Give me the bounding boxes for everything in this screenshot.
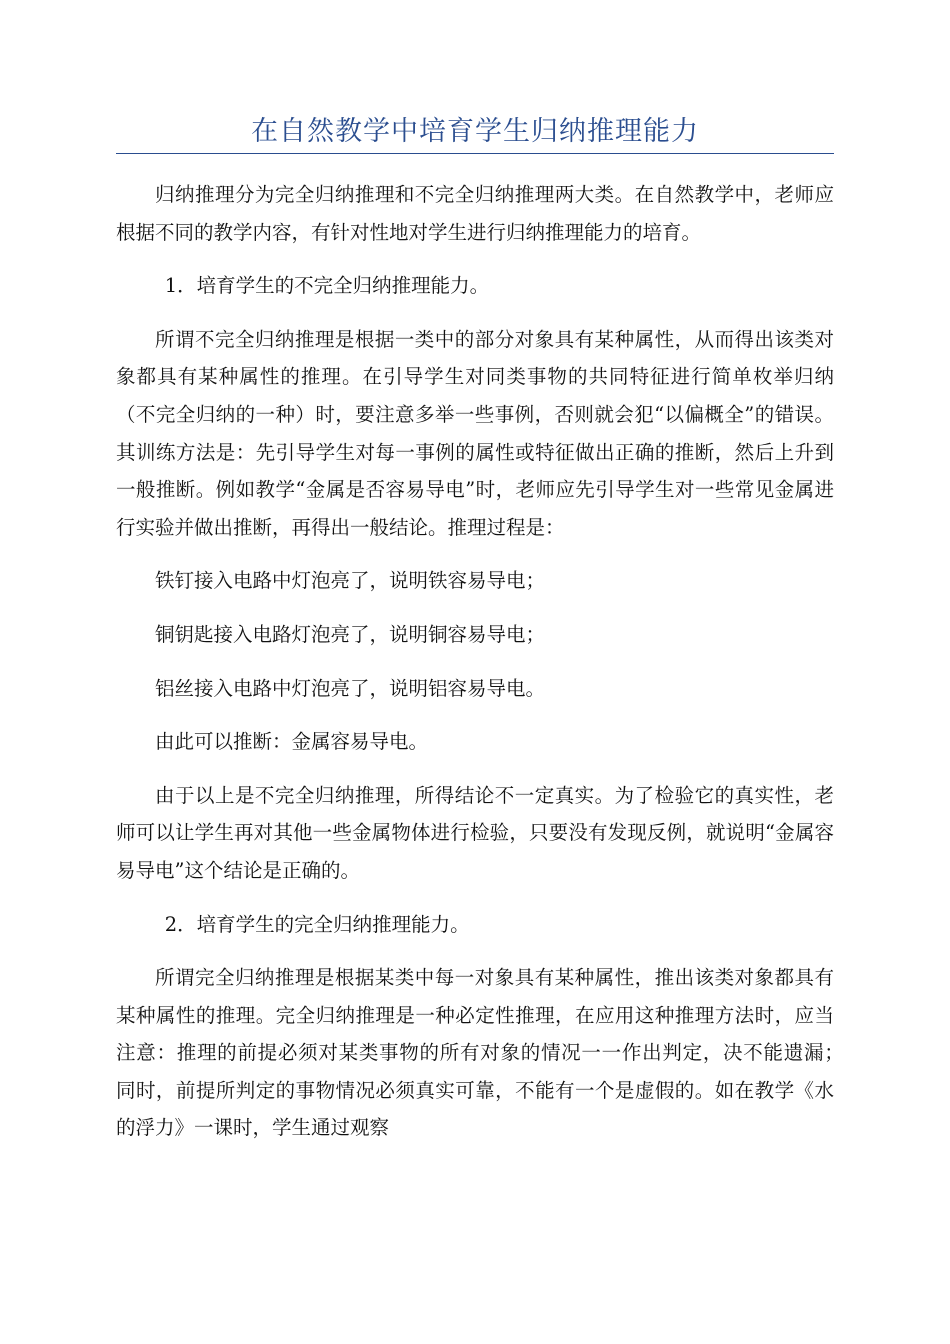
paragraph-complete-induction: 所谓完全归纳推理是根据某类中每一对象具有某种属性，推出该类对象都具有某种属性的推理。完全归纳推理是一种必定性推理，在应用这种推理方法时，应当注意：推理的前提必须对某类事物的所有对象的情况一一作出判定，决不能遗漏； 同时，前提所判定的事物情况必须真实可靠，不能有一个是虚假的。如在教学《水的浮力》一课时，学生通过观察	[116, 966, 860, 1140]
reasoning-conclusion: 由此可以推断：金属容易导电。	[155, 730, 429, 754]
section-heading-2: 2．培育学生的完全归纳推理能力。	[164, 912, 470, 936]
reasoning-step-aluminum: 铝丝接入电路中灯泡亮了，说明铝容易导电。	[155, 676, 546, 700]
document-title: 在自然教学中培育学生归纳推理能力	[251, 116, 699, 147]
paragraph-verification: 由于以上是不完全归纳推理，所得结论不一定真实。为了检验它的真实性，老师可以让学生再对其他一些金属物体进行检验，只要没有发现反例，就说明“金属容易导电”这个结论是正确的。	[116, 783, 834, 882]
reasoning-step-copper: 铜钥匙接入电路灯泡亮了，说明铜容易导电；	[155, 622, 546, 646]
paragraph-intro: 归纳推理分为完全归纳推理和不完全归纳推理两大类。在自然教学中，老师应根据不同的教学内容，有针对性地对学生进行归纳推理能力的培育。	[116, 183, 834, 244]
reasoning-step-iron: 铁钉接入电路中灯泡亮了，说明铁容易导电；	[155, 569, 546, 593]
section-heading-1: 1．培育学生的不完全归纳推理能力。	[164, 274, 490, 298]
paragraph-incomplete-induction: 所谓不完全归纳推理是根据一类中的部分对象具有某种属性，从而得出该类对象都具有某种属性的推理。在引导学生对同类事物的共同特征进行简单枚举归纳（不完全归纳的一种）时，要注意多举一些事例，否则就会犯“以偏概全”的错误。其训练方法是：先引导学生对每一事例的属性或特征做出正确的推断，然后上升到一般推断。例如教学“金属是否容易导电”时，老师应先引导学生对一些常见金属进行实验并做出推断，再得出一般结论。推理过程是：	[116, 327, 834, 539]
title-underline	[116, 153, 834, 154]
document-body	[116, 176, 860, 1163]
